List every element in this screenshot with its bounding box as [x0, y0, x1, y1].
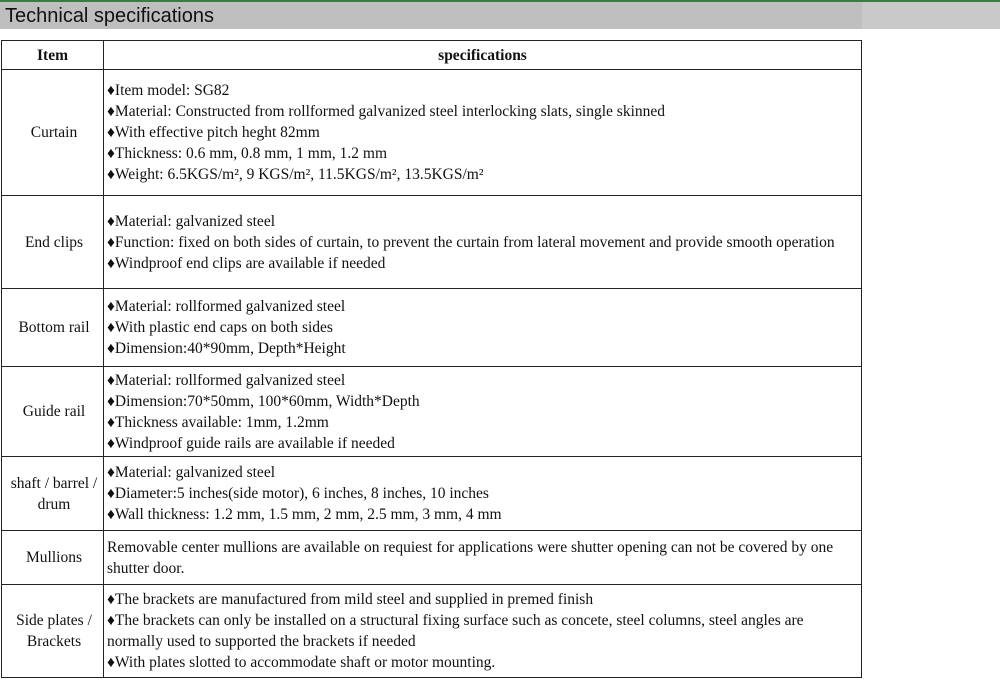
spec-line: ♦Weight: 6.5KGS/m², 9 KGS/m², 11.5KGS/m², 13.5KGS/m² [107, 166, 484, 183]
spec-line: ♦Material: rollformed galvanized steel [107, 298, 346, 315]
table-row-bottom-rail [2, 289, 862, 367]
spec-cell-guide-rail [104, 367, 862, 457]
table-row-curtain [2, 70, 862, 196]
table-row-side-plates [2, 585, 862, 678]
item-name-mullions: Mullions [2, 531, 104, 585]
item-name-bottom-rail: Bottom rail [2, 289, 104, 367]
spec-cell-mullions [104, 531, 862, 585]
spec-line: ♦Item model: SG82 [107, 82, 230, 99]
spec-line: ♦Material: rollformed galvanized steel [107, 371, 346, 389]
spec-cell-curtain [104, 70, 862, 196]
spec-line: ♦Windproof end clips are available if needed [107, 254, 386, 272]
item-name-end-clips: End clips [2, 196, 104, 289]
spec-cell-side-plates [104, 585, 862, 678]
spec-line: ♦Thickness: 0.6 mm, 0.8 mm, 1 mm, 1.2 mm [107, 145, 388, 162]
spec-line: ♦The brackets can only be installed on a structural fixing surface such as concete, steel columns, steel angles are normally used to supported the brackets if needed [107, 612, 804, 650]
spec-line: ♦With plates slotted to accommodate shaft or motor mounting. [107, 654, 496, 671]
spec-table [1, 40, 862, 678]
spec-line: ♦Diameter:5 inches(side motor), 6 inches, 8 inches, 10 inches [107, 485, 489, 502]
spec-cell-shaft [104, 457, 862, 531]
spec-line: ♦Dimension:70*50mm, 100*60mm, Width*Depth [107, 392, 420, 410]
table-row-end-clips [2, 196, 862, 289]
spec-line: ♦Wall thickness: 1.2 mm, 1.5 mm, 2 mm, 2.5 mm, 3 mm, 4 mm [107, 506, 502, 523]
spec-line: ♦With plastic end caps on both sides [107, 319, 333, 336]
table-row-guide-rail [2, 367, 862, 457]
column-header-item: Item [2, 41, 104, 70]
table-row-mullions [2, 531, 862, 585]
section-title: Technical specifications [5, 5, 214, 27]
spec-line: ♦Thickness available: 1mm, 1.2mm [107, 413, 329, 431]
spec-line: ♦Windproof guide rails are available if needed [107, 434, 395, 452]
spec-line: ♦Material: Constructed from rollformed galvanized steel interlocking slats, single skinned [107, 103, 666, 120]
section-header-bar [0, 0, 1000, 29]
item-name-shaft: shaft / barrel / drum [2, 457, 104, 531]
spec-line: ♦The brackets are manufactured from mild steel and supplied in premed finish [107, 591, 594, 608]
spec-line: ♦Material: galvanized steel [107, 464, 276, 481]
spec-cell-bottom-rail [104, 289, 862, 367]
item-name-curtain: Curtain [2, 70, 104, 196]
spec-cell-end-clips [104, 196, 862, 289]
spec-line: ♦With effective pitch heght 82mm [107, 124, 320, 141]
item-name-guide-rail: Guide rail [2, 367, 104, 457]
spec-line: ♦Dimension:40*90mm, Depth*Height [107, 340, 346, 357]
table-header-row [2, 41, 862, 70]
table-row-shaft [2, 457, 862, 531]
spec-line: Removable center mullions are available on requiest for applications were shutter opening can not be covered by one shutter door. [107, 538, 834, 577]
spec-line: ♦Material: galvanized steel [107, 212, 276, 230]
item-name-side-plates: Side plates / Brackets [2, 585, 104, 678]
spec-line: ♦Function: fixed on both sides of curtain, to prevent the curtain from lateral movement and provide smooth operation [107, 233, 835, 251]
column-header-specifications: specifications [104, 41, 862, 70]
